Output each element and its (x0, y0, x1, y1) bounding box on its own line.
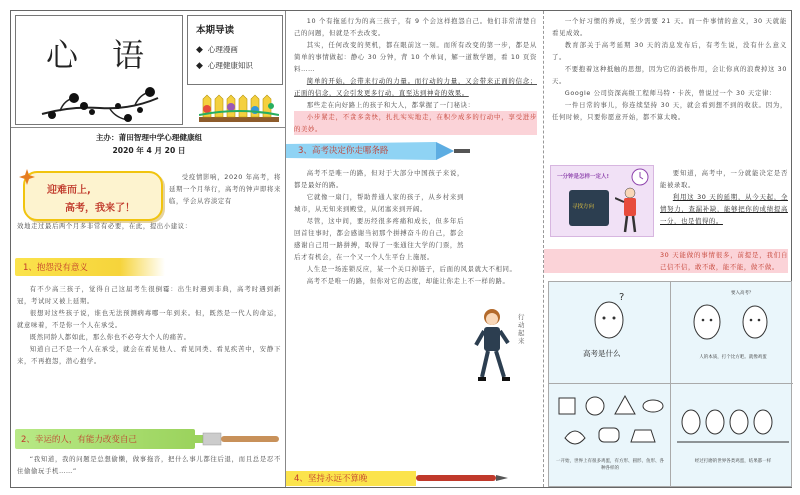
paintbrush-icon (191, 428, 281, 450)
paragraph: 高考不是唯一的路，但对于大部分中国孩子来说，都是最好的路。 (294, 169, 464, 189)
bubble-line-1: 迎难而上, (47, 185, 91, 196)
section-banner-4 (286, 467, 516, 487)
left-bottom-body (17, 453, 281, 477)
paragraph: “我知道，我的问题是总想偷懒，做事拖沓，把什么事儿都往后退，而且总是忍不住偷偷玩手机……” (17, 455, 281, 475)
paragraph: 不要抱着这种抵触的思想，因为它的消极作用，会让你真的浪费掉这 30 天。 (552, 65, 787, 85)
middle-body-lower (294, 167, 464, 263)
comic-center-title: 高考是什么 (583, 349, 621, 358)
paragraph: 它就像一扇门，帮助普通人家的孩子，从乡村来到城市，从无知来到殿堂，从闭塞来到开阔。 (294, 193, 464, 213)
guide-item: ◆ 心理漫画 (196, 45, 238, 55)
left-body (17, 283, 281, 367)
diamond-bullet-icon: ◆ (196, 45, 203, 55)
newspaper-page (10, 10, 792, 488)
comic-caption: 经过打磨的世界各类鸡蛋，结果都一样 (694, 459, 772, 464)
comic-panel-1 (549, 282, 671, 384)
direction-sign (569, 190, 609, 226)
middle-column (286, 11, 544, 487)
comic-panel-4 (671, 384, 793, 487)
paragraph: 一个好习惯的养成，至少需要 21 天。而一件事情的意义，30 天就能看见成效。 (552, 17, 787, 37)
paragraph: 一件日常的事儿，你连续坚持 30 天，就会看到想不到的收获。因为，任何时候，只要你愿意开始，都不算太晚。 (552, 101, 787, 121)
sponsor-line (15, 131, 283, 157)
paragraph: 知道自己不是一个人在承受，就会在看见他人、看见同类、看见疾苦中，安静下来，不再抱怨，潜心抱学。 (17, 345, 281, 365)
flower-fence-icon (199, 89, 279, 123)
card-title: 一分钟是怎样一定人! (557, 174, 610, 180)
newspaper-title: 心语 (46, 36, 179, 74)
pink-closing (544, 249, 788, 273)
paragraph: 人生是一场连锁反应，某一个关口掉链子，后面的风景就大不相同。 (306, 265, 517, 273)
paragraph: 尽管，这中间，要历经很多疼痛和成长，但多年后回首往事时，都会感谢当初那个拼搏奋斗的自己，都会感谢自己用一路拼搏，取得了一张通往大学的门票，然后才有机会，在一个又一个人生平台上施展。 (294, 217, 464, 261)
egg-pair-icon (677, 290, 787, 346)
paragraph: 其实，任何改变的契机，都在眼前这一刻。而所有改变的第一步，都是从简单的事情做起：静心 30 分钟，背 10 个单词，解一道数学题，看 10 页资料…… (294, 41, 537, 73)
section-heading-3: 3、高考决定你走哪条路 (298, 146, 389, 156)
paragraph: 10 个有拖延行为的高三孩子，有 9 个会这样抱怨自己。他们非常清楚自己的问题，但就是不去改变。 (294, 17, 537, 37)
intro-paragraph-right: 受疫情影响，2020 年高考，将延期一个月举行，高考的钟声即将来临，学会从容淡定有 (169, 173, 281, 205)
section-banner-1 (15, 258, 165, 276)
egg-character-icon (589, 292, 629, 342)
guide-title: 本期导读 (196, 25, 235, 36)
comic-panel-3 (549, 384, 671, 487)
highlight-paragraph: 利用这 30 天的延期，从今天起，全情努力，查漏补缺，能够把你的成绩提高一分，也是值得的。 (660, 193, 788, 225)
comic-strip (548, 281, 792, 487)
masthead (11, 11, 286, 128)
intro-paragraph-full: 效地走过最后两个月多非常有必要，在此，提出小建议： (17, 222, 192, 230)
pink-highlight-paragraph: 小步紧走，不贪多贪快，扎扎实实地走，在积少成多的行动中，享受进步的美妙。 (294, 113, 537, 133)
comic-panel-2 (671, 282, 793, 384)
section-heading-2: 2、幸运的人，有能力改变自己 (21, 435, 137, 445)
paragraph: 那些走在向好路上的孩子和大人，都掌握了一门秘诀： (306, 101, 475, 109)
egg-shapes-icon (555, 390, 665, 454)
section-banner-3 (286, 139, 537, 163)
paragraph: 教育部关于高考延期 30 天的消息发布后，有考生说，没有什么意义了。 (552, 41, 787, 61)
sponsor-text: 主办：莆田智理中学心理健康组 (95, 133, 203, 142)
section-banner-2 (15, 429, 195, 449)
left-column (11, 11, 286, 487)
diamond-bullet-icon: ◆ (196, 61, 203, 71)
bubble-line-2: 高考，我来了！ (65, 203, 135, 214)
person-pointing-icon (615, 186, 645, 234)
guide-item: ◆ 心理健康知识 (196, 61, 253, 71)
comic-caption: 一开始，世界上有很多鸡蛋，有方形、圆形、鱼形、各种各样的 (556, 459, 664, 471)
paragraph: 既然同龄人都如此，那么你也不必夸大个人的痛苦。 (29, 333, 191, 341)
paragraph: 有不少高三孩子，觉得自己这届考生很倒霉：出生时遇到非典，高考时遇到新冠，考试时又被上延期。 (17, 285, 281, 305)
card-side-text (660, 167, 788, 227)
clock-icon (631, 168, 649, 186)
highlight-paragraph: 简单的开始，会带来行动的力量。而行动的力量，又会带来正面的信念；正面的信念，又会引发更多行动，直至达到神奇的效果。 (294, 77, 537, 97)
motivation-card (550, 165, 654, 237)
comic-caption: 要入高考？ (731, 291, 754, 296)
egg-row-icon (677, 392, 789, 452)
walking-girl-icon (472, 307, 516, 383)
ink-flower-branch-icon (40, 84, 160, 122)
section-heading-4: 4、坚持永远不算晚 (294, 474, 368, 484)
sparkle-icon (19, 169, 35, 185)
paragraph: 要知道，高考中，一分就能决定是否能被录取。 (660, 169, 788, 189)
issue-guide (187, 15, 283, 85)
speech-bubble (23, 171, 163, 221)
right-column (544, 11, 793, 487)
issue-date: 2020 年 4 月 20 日 (112, 146, 186, 155)
title-box (15, 15, 183, 125)
pink-highlight-paragraph: 30 天能做的事情很多，前提是，我们自己信不信，敢不敢，能不能，做不做。 (544, 249, 788, 273)
svg-text:?: ? (619, 292, 625, 303)
paragraph: Google 公司资深高级工程师马特・卡茨，曾说过一个 30 天定律： (564, 89, 776, 97)
section-heading-1: 1、抱怨没有意义 (23, 263, 88, 273)
comic-caption: 人的本质，打个比方吧。就像鸡蛋 (699, 355, 767, 360)
sign-text: 寻找方向 (572, 204, 595, 210)
paragraph: 高考不是唯一的路，但你对它的态度，却能让你走上不一样的路。 (306, 277, 510, 285)
walking-girl-illustration (472, 307, 536, 383)
paragraph: 很想对这些孩子说，谁也无法预测病毒哪一年到来。但，既然是一代人的命运，就意味着，不是你一个人在承受。 (17, 309, 281, 329)
figure-caption: 行动起来 (518, 313, 525, 345)
